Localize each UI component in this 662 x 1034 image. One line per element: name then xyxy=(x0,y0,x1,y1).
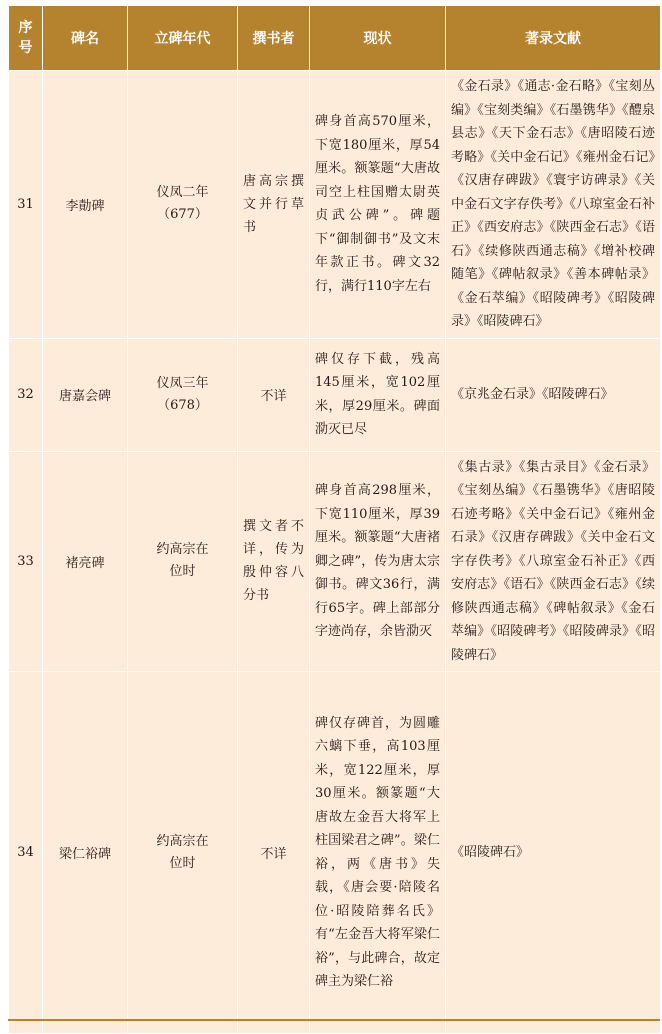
row-status: 碑身首高570厘米，下宽180厘米，厚54厘米。额篆题“大唐故司空上柱国赠太尉英贞武公碑”。碑题下“御制御书”及文末年款正书。碑文32行，满行110字左右 xyxy=(310,71,446,339)
row-date xyxy=(128,71,238,339)
header-status: 现状 xyxy=(310,6,446,71)
steles-table xyxy=(8,5,661,1034)
row-date-text: 约高宗在位时 xyxy=(156,833,209,871)
row-references: 《金石录》《通志·金石略》《宝刻丛编》《宝刻类编》《石墨镌华》《醴泉县志》《天下金石志》《唐昭陵石迹考略》《关中金石记》《雍州金石记》《汉唐存碑跋》《寰宇访碑录》《关中金石文字存佚考》《八琼室金石补正》《西安府志》《陕西金石志》《语石》《续修陕西通志稿》《增补校碑随笔》《碑帖叙录》《善本碑帖录》《金石萃编》《昭陵碑考》《昭陵碑录》《昭陵碑石》 xyxy=(446,71,661,339)
table-row xyxy=(9,338,661,451)
table-body xyxy=(9,71,661,1034)
row-index: 33 xyxy=(9,451,43,672)
table-row xyxy=(9,451,661,672)
row-status: 碑身首高298厘米，下宽110厘米，厚39厘米。额篆题“大唐褚卿之碑”，传为唐太宗御书。碑文36行，满行65字。碑上部部分字迹尚存，余皆泐灭 xyxy=(310,451,446,672)
row-date xyxy=(128,451,238,672)
header-row xyxy=(9,6,661,71)
row-status: 碑仅存下截，残高145厘米，宽102厘米，厚29厘米。碑面泐灭已尽 xyxy=(310,338,446,451)
row-index: 31 xyxy=(9,71,43,339)
header-index-text: 序号 xyxy=(18,20,33,56)
row-references: 《昭陵碑石》 xyxy=(446,672,661,1034)
row-date xyxy=(128,338,238,451)
row-author: 唐高宗撰文并行草书 xyxy=(238,71,310,339)
row-date-text: 仪凤二年（677） xyxy=(156,185,209,223)
header-date: 立碑年代 xyxy=(128,6,238,71)
row-name: 梁仁裕碑 xyxy=(43,672,128,1034)
row-references: 《京兆金石录》《昭陵碑石》 xyxy=(446,338,661,451)
row-name: 唐嘉会碑 xyxy=(43,338,128,451)
table-row xyxy=(9,672,661,1034)
row-date xyxy=(128,672,238,1034)
header-index xyxy=(9,6,43,71)
row-author: 撰文者不详，传为殷仲容八分书 xyxy=(238,451,310,672)
bottom-rule xyxy=(8,1019,660,1021)
row-author: 不详 xyxy=(238,672,310,1034)
row-date-text: 仪凤三年（678） xyxy=(156,375,209,413)
row-status: 碑仅存碑首，为圆雕六螭下垂，高103厘米，宽122厘米，厚30厘米。额篆题“大唐故左金吾大将军上柱国梁君之碑”。梁仁裕，两《唐书》失载，《唐会要·陪陵名位·昭陵陪葬名氏》有“左金吾大将军梁仁裕”，与此碑合，故定碑主为梁仁裕 xyxy=(310,672,446,1034)
row-name: 李勣碑 xyxy=(43,71,128,339)
row-name: 褚亮碑 xyxy=(43,451,128,672)
header-references: 著录文献 xyxy=(446,6,661,71)
header-name: 碑名 xyxy=(43,6,128,71)
row-date-text: 约高宗在位时 xyxy=(156,542,209,580)
table-row xyxy=(9,71,661,339)
header-author: 撰书者 xyxy=(238,6,310,71)
row-index: 32 xyxy=(9,338,43,451)
row-index: 34 xyxy=(9,672,43,1034)
row-references: 《集古录》《集古录目》《金石录》《宝刻丛编》《石墨镌华》《唐昭陵石迹考略》《关中金石记》《雍州金石录》《汉唐存碑跋》《关中金石文字存佚考》《八琼室金石补正》《西安府志》《语石》《陕西金石志》《续修陕西通志稿》《碑帖叙录》《金石萃编》《昭陵碑考》《昭陵碑录》《昭陵碑石》 xyxy=(446,451,661,672)
table-header xyxy=(9,6,661,71)
row-author: 不详 xyxy=(238,338,310,451)
